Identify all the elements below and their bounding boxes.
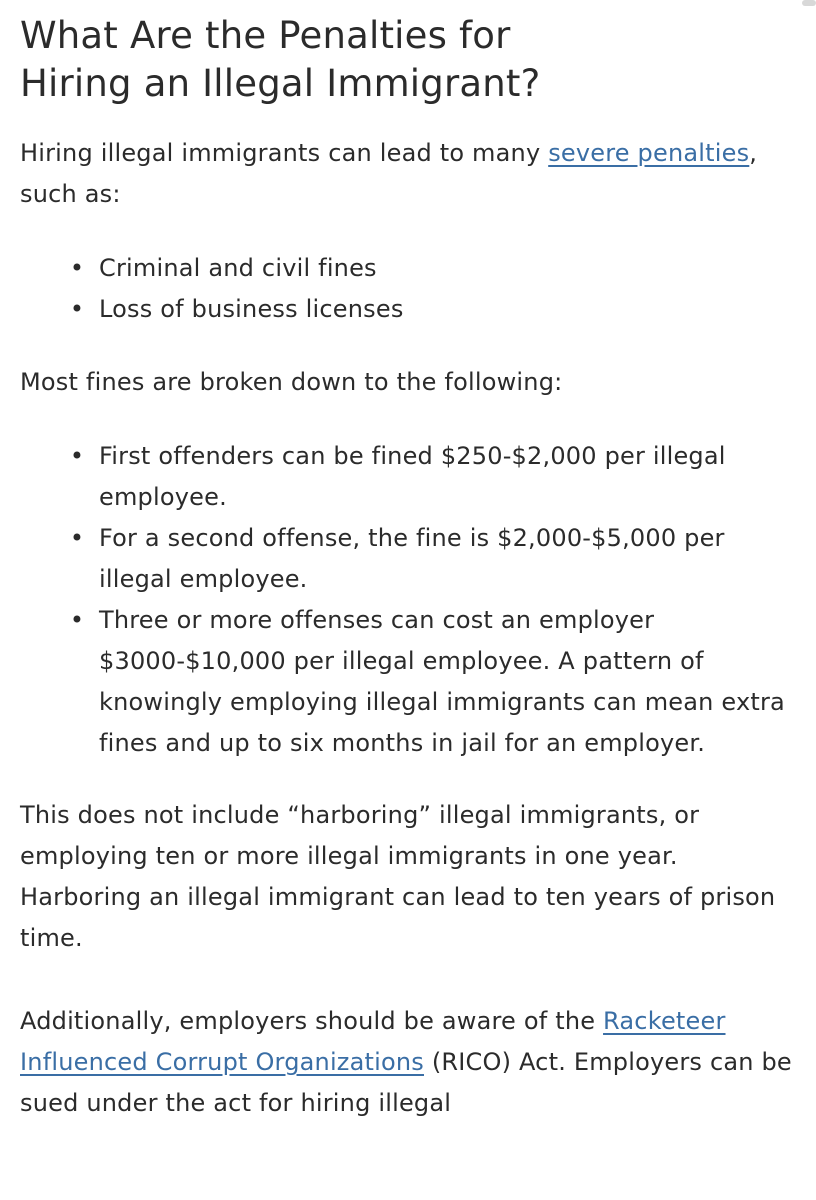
rico-text: Additionally, employers should be aware of the [20, 1007, 604, 1035]
page-title-line-1: What Are the Penalties for [20, 14, 511, 57]
list-item [20, 248, 800, 289]
list-item-text: Loss of business licenses [99, 295, 404, 323]
rico-paragraph [20, 1001, 800, 1124]
bullet-icon: • [69, 524, 85, 552]
list-item [20, 600, 800, 764]
article [20, 12, 800, 1124]
bullet-icon: • [69, 606, 85, 634]
severe-penalties-link[interactable]: severe penalties [548, 139, 750, 167]
bullet-icon: • [69, 442, 85, 470]
list-item [20, 518, 800, 600]
list-item [20, 289, 800, 330]
bullet-icon: • [69, 254, 85, 282]
rico-text-end: (RICO) Act. Employers can be sued under the act for hiring illegal [20, 1048, 792, 1117]
fines-intro-paragraph: Most fines are broken down to the following: [20, 368, 563, 396]
scroll-indicator[interactable] [802, 0, 816, 6]
penalty-list [20, 248, 800, 330]
intro-paragraph [20, 133, 800, 215]
intro-text-end: , such as: [20, 139, 758, 208]
bullet-icon: • [69, 295, 85, 323]
list-item-text: Three or more offenses can cost an employer $3000-$10,000 per illegal employee. A pattern of knowingly employing illegal immigrants can mean extra fines and up to six months in jail for an employer. [99, 606, 785, 757]
harboring-paragraph: This does not include “harboring” illegal immigrants, or employing ten or more illegal immigrants in one year. Harboring an illegal immigrant can lead to ten years of prison time. [20, 801, 776, 952]
list-item-text: First offenders can be fined $250-$2,000 per illegal employee. [99, 442, 726, 511]
list-item-text: Criminal and civil fines [99, 254, 377, 282]
list-item [20, 436, 800, 518]
page-title-line-2: Hiring an Illegal Immigrant? [20, 62, 541, 105]
intro-text: Hiring illegal immigrants can lead to many [20, 139, 549, 167]
rico-act-link[interactable]: Racketeer Influenced Corrupt Organizations [20, 1007, 726, 1076]
list-item-text: For a second offense, the fine is $2,000-$5,000 per illegal employee. [99, 524, 725, 593]
fines-list [20, 436, 800, 764]
page-title [20, 12, 800, 108]
